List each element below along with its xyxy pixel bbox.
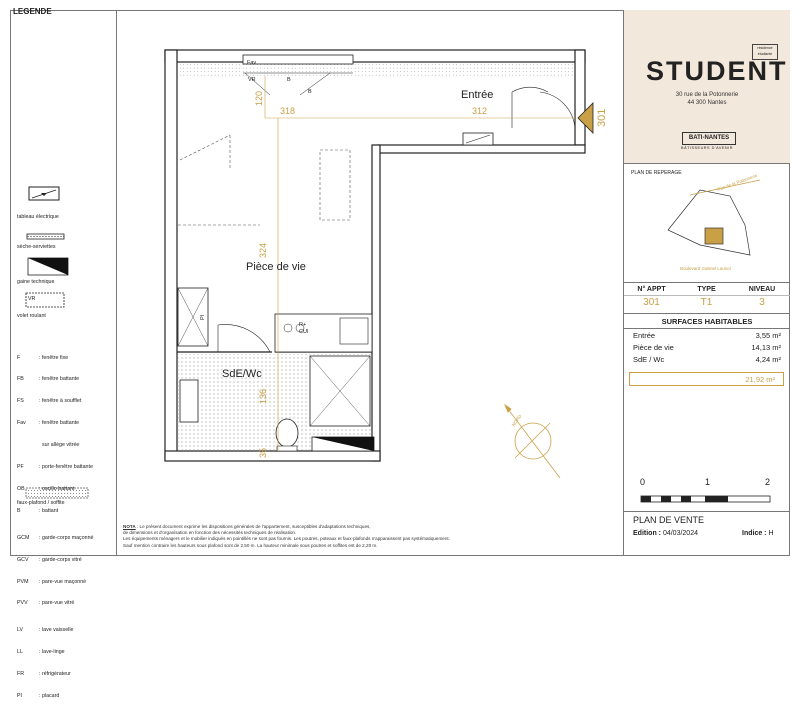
abbr-row: B : battant: [17, 507, 59, 514]
abbr-row: FR : réfrigérateur: [17, 671, 71, 678]
dimension-312: 312: [472, 106, 488, 116]
legend-label-faux-plafond: faux-plafond / soffite: [17, 500, 65, 506]
divider: [624, 313, 790, 314]
street-label-1: Rue de la Potonnerie: [716, 172, 758, 193]
abbr-row: PVV : pare-vue vitré: [17, 600, 75, 607]
value-niveau: 3: [759, 297, 765, 308]
developer-tagline: BÂTISSEURS D'AVENIR: [681, 146, 733, 150]
divider: [624, 511, 790, 512]
plan-title: PLAN DE VENTE: [633, 515, 705, 525]
disclaimer-note: NOTA : Le présent document exprime les dispositions générales de l'appartement, susceptibles d'adaptations techniques, de dimensions et d'organisation en fonction des nécessités techniques de réalisation. Les équipements ménagers et le mobilier indiqués en pointillés ne sont pas fournis. Les poutres, poteaux et faux-plafonds n'apparaissent pas systématiquement. Sauf mention contraire les hauteurs sous plafond sont de 2,50 m. La hauteur minimale sous poutres et soffites est de 2,20 m.: [123, 524, 450, 548]
abbr-row: LL : lave-linge: [17, 649, 65, 656]
value-appt: 301: [643, 297, 660, 308]
entry-arrow-label: 301: [596, 108, 608, 127]
indice: Indice : H: [742, 530, 774, 537]
scale-tick-1: 1: [705, 477, 711, 487]
surface-row: Entrée 3,55 m²: [633, 331, 781, 340]
dimension-35: 35: [258, 447, 268, 458]
north-label: NORD: [510, 413, 523, 428]
legend-label-gaine: gaine technique: [17, 279, 55, 285]
header-type: TYPE: [697, 286, 716, 293]
abbr-row: LV : lave vaisselle: [17, 627, 74, 634]
header-appt: N° APPT: [637, 286, 666, 293]
legend-label-tableau: tableau électrique: [17, 214, 59, 220]
north-arrow-icon: [505, 405, 560, 478]
brand-badge: résidence étudiante: [752, 44, 778, 60]
reperage-title: PLAN DE REPERAGE: [631, 170, 682, 176]
dimension-136: 136: [258, 388, 268, 404]
divider: [624, 282, 790, 283]
divider: [624, 295, 790, 296]
window-label-fav: Fav: [247, 60, 257, 66]
abbr-row: Fav : fenêtre battante: [17, 420, 80, 427]
brand-block: [624, 10, 790, 163]
surface-total: 21,92 m²: [745, 375, 775, 384]
window-label-b1: B: [287, 77, 291, 83]
header-niveau: NIVEAU: [748, 286, 776, 293]
edition: Edition : 04/03/2024: [633, 530, 698, 537]
abbr-row: PI : placard: [17, 692, 60, 699]
surfaces-title: SURFACES HABITABLES: [661, 317, 753, 326]
address-line-2: 44 300 Nantes: [687, 100, 727, 106]
divider: [624, 328, 790, 329]
room-label-piece-de-vie: Pièce de vie: [246, 261, 306, 273]
dimension-318: 318: [280, 106, 296, 116]
street-label-2: Boulevard Gabriel Lauriol: [680, 266, 731, 271]
info-panel: [623, 10, 790, 556]
placard-label: PI: [200, 314, 206, 320]
developer-logo: BATI-NANTES: [682, 132, 736, 145]
abbr-row: FB : fenêtre battante: [17, 376, 80, 383]
abbr-row: FS : fenêtre à soufflet: [17, 398, 82, 405]
surface-row: Pièce de vie 14,13 m²: [633, 343, 781, 352]
dimension-120: 120: [254, 90, 264, 106]
dimension-324: 324: [258, 242, 268, 258]
legend-title: LEGENDE: [13, 7, 52, 16]
surface-total-box: [629, 372, 784, 386]
scale-tick-0: 0: [640, 477, 646, 487]
window-label-b2: B: [308, 89, 312, 95]
abbr-row: GCV : garde-corps vitré: [17, 556, 82, 563]
scale-tick-2: 2: [765, 477, 771, 487]
legend-code-vr: VR: [28, 296, 36, 302]
abbr-row: sur allège vitrée: [41, 442, 80, 449]
kitchen-label: R+ CUI: [299, 322, 309, 335]
abbr-row: OB : oscillo battant: [17, 485, 75, 492]
brand-logo: STUDENT: [646, 56, 788, 86]
abbr-row: GCM : garde-corps maçonné: [17, 534, 94, 541]
address-line-1: 30 rue de la Potonnerie: [675, 92, 739, 98]
abbr-row: F : fenêtre fixe: [17, 354, 69, 361]
value-type: T1: [700, 297, 713, 308]
legend-label-seche-serviettes: sèche-serviettes: [17, 244, 56, 250]
room-label-entree: Entrée: [461, 89, 494, 101]
surface-row: SdE / Wc 4,24 m²: [633, 355, 781, 364]
abbr-row: PF : porte-fenêtre battante: [17, 464, 93, 471]
abbr-row: PVM : pare-vue maçonné: [17, 578, 87, 585]
window-label-vr: VR: [248, 77, 256, 83]
legend-label-volet: volet roulant: [17, 313, 46, 319]
divider: [624, 163, 790, 164]
room-label-sde: SdE/Wc: [222, 368, 262, 380]
